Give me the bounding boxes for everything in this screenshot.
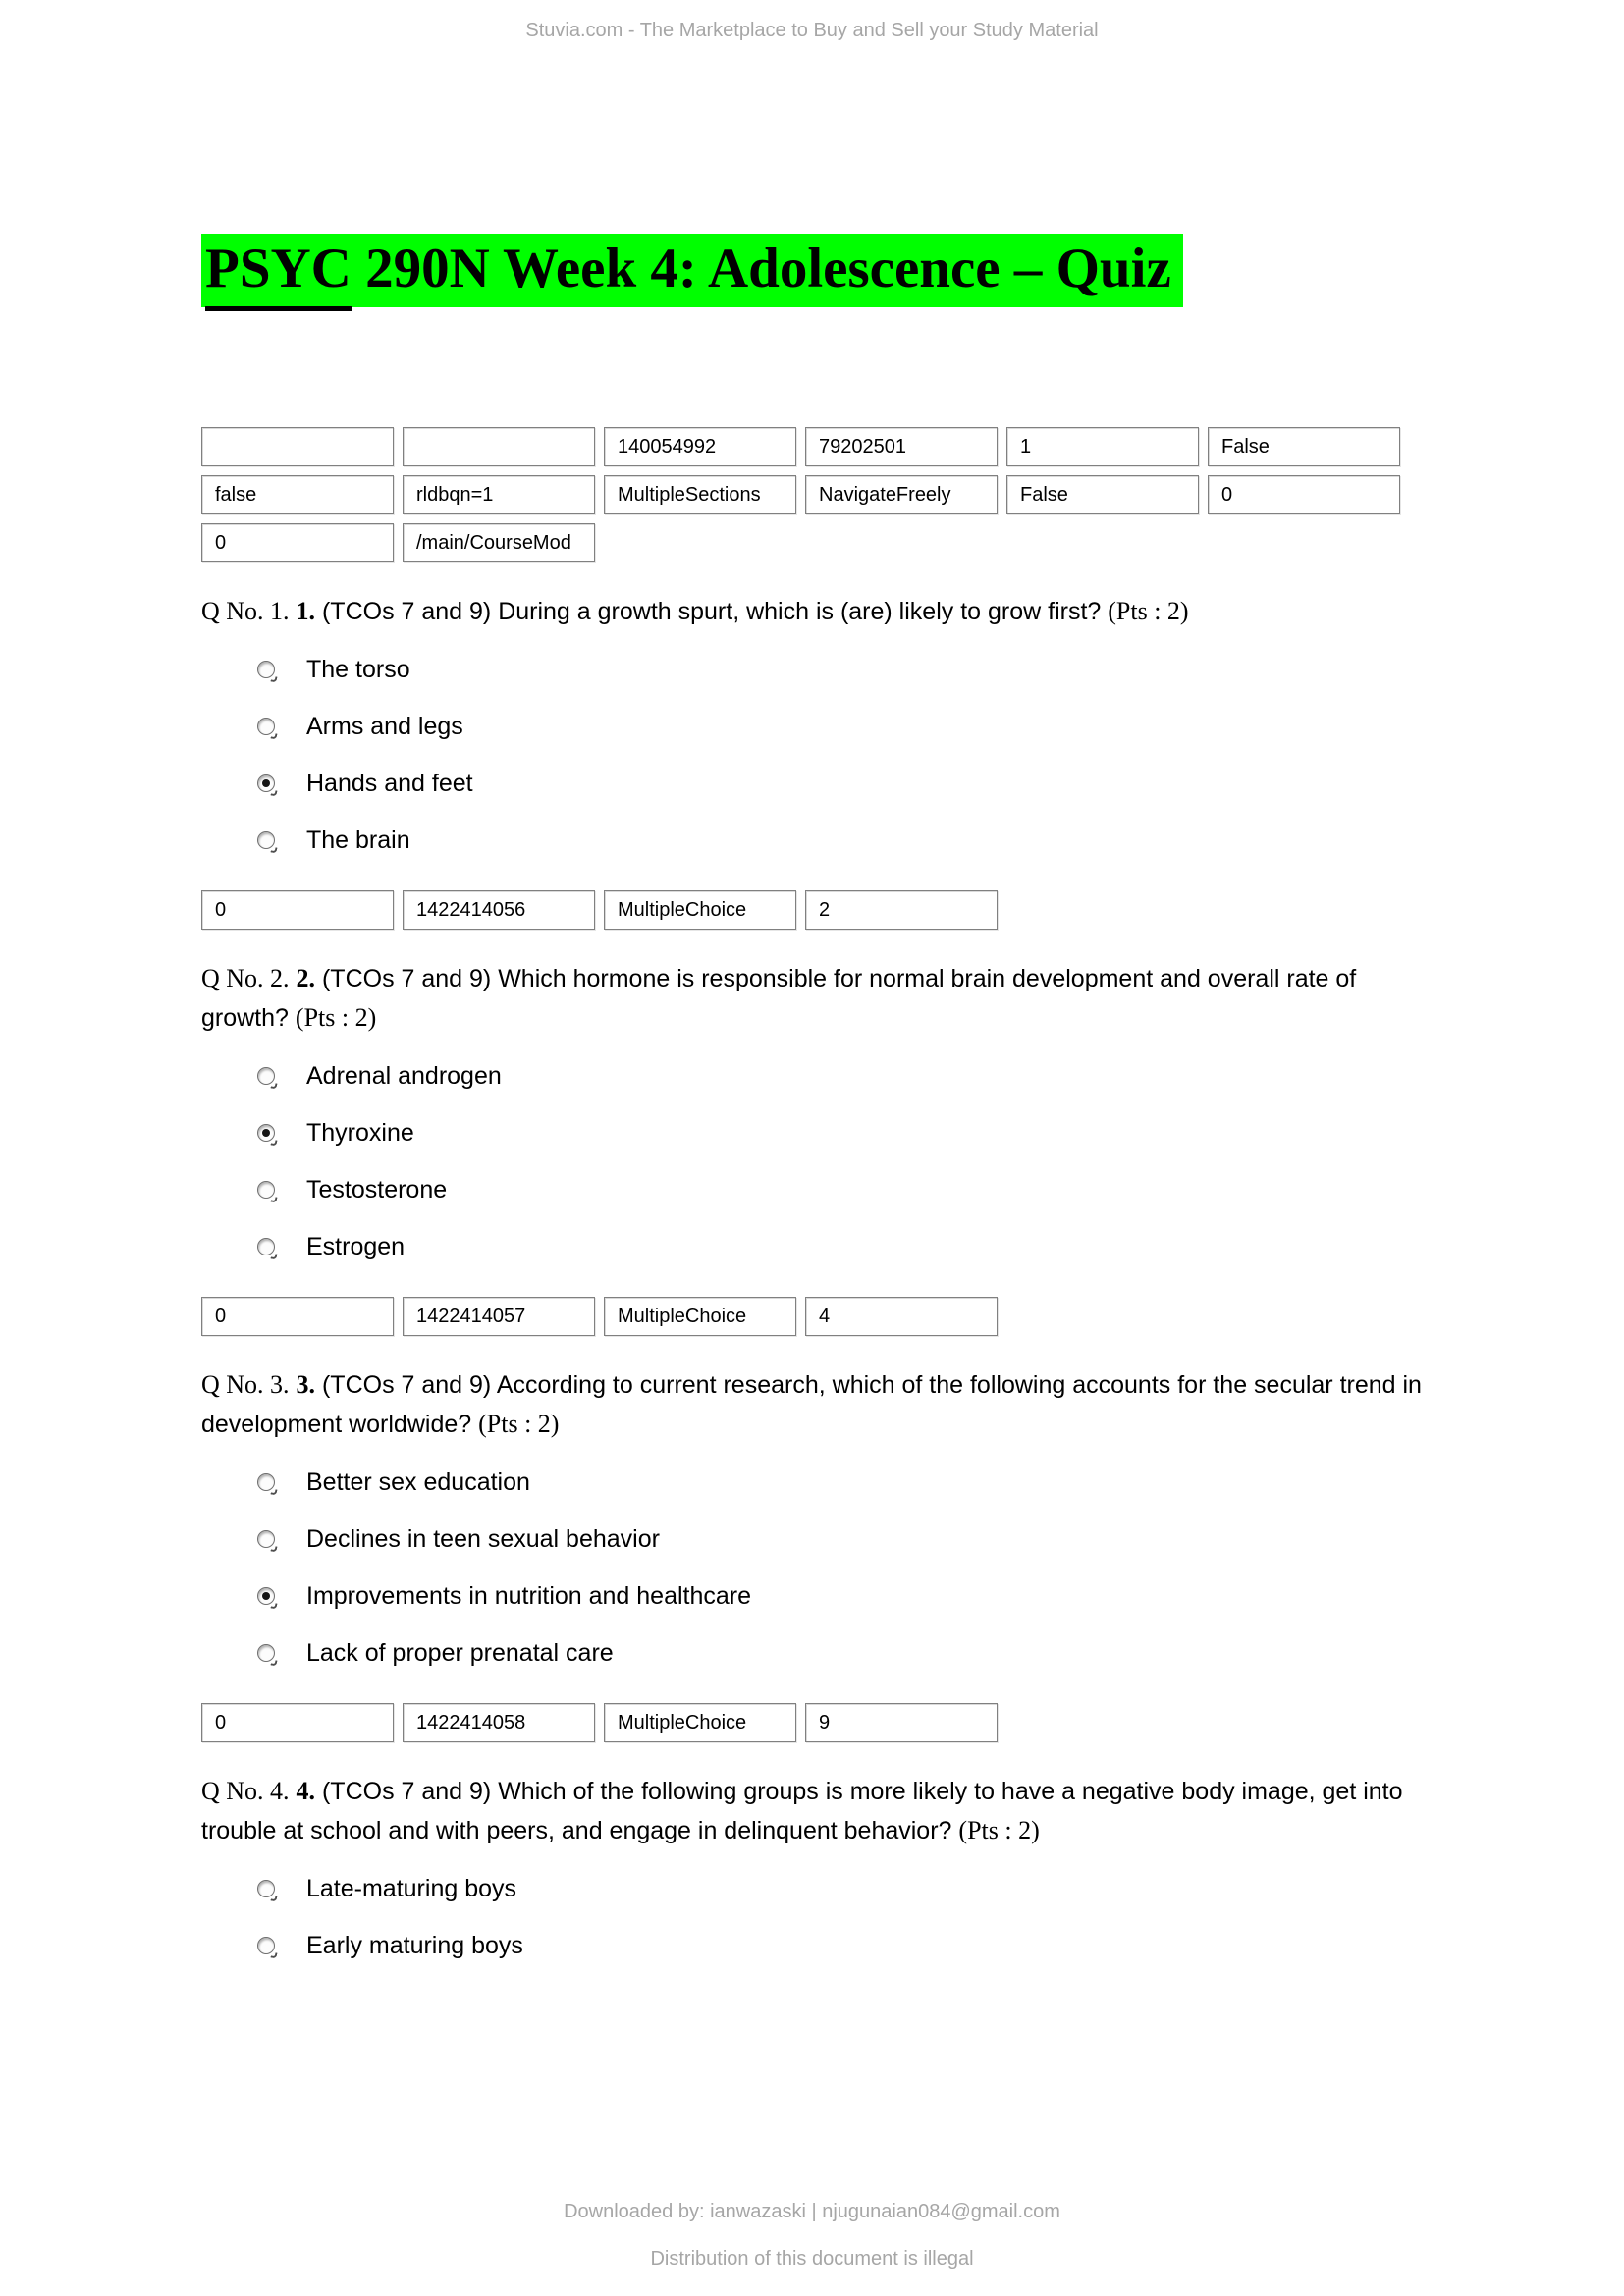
table-cell	[403, 427, 595, 466]
radio-button[interactable]	[257, 774, 275, 792]
table-cell: rldbqn=1	[403, 475, 595, 514]
table-cell: 0	[201, 523, 394, 562]
answer-option-label: Declines in teen sexual behavior	[306, 1524, 660, 1553]
page-title-highlight	[201, 234, 1183, 307]
table-cell: 79202501	[805, 427, 998, 466]
answer-option[interactable]	[201, 1161, 1429, 1218]
question-label: Q No. 4.	[201, 1777, 290, 1805]
radio-button[interactable]	[257, 831, 275, 849]
radio-button[interactable]	[257, 1937, 275, 1954]
document-content	[201, 0, 1429, 1974]
radio-button[interactable]	[257, 1067, 275, 1085]
page-title-rest: 290N Week 4: Adolescence – Quiz	[351, 238, 1171, 299]
question-block-3	[201, 1365, 1429, 1682]
table-cell: False	[1208, 427, 1400, 466]
answer-option[interactable]	[201, 755, 1429, 812]
answer-option[interactable]	[201, 1625, 1429, 1682]
question-label: Q No. 2.	[201, 964, 290, 992]
table-cell: 4	[805, 1297, 998, 1336]
radio-button[interactable]	[257, 1238, 275, 1255]
question-text	[201, 1365, 1429, 1444]
answer-option[interactable]	[201, 1218, 1429, 1275]
table-cell: NavigateFreely	[805, 475, 998, 514]
question-body: (TCOs 7 and 9) Which hormone is responsible for normal brain development and overall rate of growth?	[201, 965, 1357, 1032]
table-cell: 1422414057	[403, 1297, 595, 1336]
answer-option-label: Hands and feet	[306, 769, 473, 797]
options-list	[201, 1454, 1429, 1682]
footer-illegal-warning: Distribution of this document is illegal	[650, 2248, 974, 2269]
table-cell: 9	[805, 1703, 998, 1742]
table-cell: 0	[201, 1703, 394, 1742]
table-cell: MultipleSections	[604, 475, 796, 514]
question-label: Q No. 1.	[201, 597, 290, 625]
radio-button[interactable]	[257, 1181, 275, 1199]
answer-option-label: Estrogen	[306, 1232, 406, 1260]
answer-option[interactable]	[201, 1511, 1429, 1568]
question-points: (Pts : 2)	[1108, 597, 1189, 625]
table-cell: 1422414058	[403, 1703, 595, 1742]
table-cell	[201, 427, 394, 466]
table-row	[201, 523, 1429, 562]
table-cell: 2	[805, 890, 998, 930]
table-cell: 1	[1006, 427, 1199, 466]
question-number: 2.	[296, 964, 316, 992]
answer-option-label: Better sex education	[306, 1468, 530, 1496]
question-points: (Pts : 2)	[478, 1410, 560, 1438]
answer-option-label: Thyroxine	[306, 1118, 414, 1147]
question-number: 4.	[296, 1777, 316, 1805]
question-block-2	[201, 959, 1429, 1275]
question-number: 3.	[296, 1370, 316, 1399]
question-meta-table	[201, 1703, 1429, 1742]
table-cell: MultipleChoice	[604, 1703, 796, 1742]
answer-option-label: Late-maturing boys	[306, 1874, 517, 1902]
question-number: 1.	[296, 597, 316, 625]
radio-button[interactable]	[257, 1587, 275, 1605]
table-cell: 140054992	[604, 427, 796, 466]
table-cell: 0	[1208, 475, 1400, 514]
answer-option[interactable]	[201, 1917, 1429, 1974]
radio-dot	[262, 779, 270, 787]
table-cell: 0	[201, 1297, 394, 1336]
question-block-4	[201, 1772, 1429, 1974]
footer-downloaded-by: Downloaded by: ianwazaski | njugunaian084@gmail.com	[564, 2201, 1060, 2222]
answer-option-label: Arms and legs	[306, 712, 463, 740]
question-block-1	[201, 592, 1429, 869]
question-body: (TCOs 7 and 9) During a growth spurt, which is (are) likely to grow first?	[321, 598, 1102, 625]
answer-option-label: The brain	[306, 826, 410, 854]
radio-button[interactable]	[257, 1644, 275, 1662]
radio-button[interactable]	[257, 1473, 275, 1491]
radio-button[interactable]	[257, 1880, 275, 1897]
answer-option[interactable]	[201, 1568, 1429, 1625]
answer-option[interactable]	[201, 1860, 1429, 1917]
question-meta-table	[201, 1297, 1429, 1336]
table-row	[201, 475, 1429, 514]
options-list	[201, 1860, 1429, 1974]
question-text	[201, 959, 1429, 1038]
answer-option-label: Adrenal androgen	[306, 1061, 502, 1090]
radio-button[interactable]	[257, 661, 275, 678]
answer-option-label: Early maturing boys	[306, 1931, 523, 1959]
answer-option[interactable]	[201, 1104, 1429, 1161]
question-text	[201, 592, 1429, 631]
table-cell: /main/CourseMod	[403, 523, 595, 562]
stuvia-watermark-header: Stuvia.com - The Marketplace to Buy and Sell your Study Material	[525, 20, 1099, 41]
table-cell: MultipleChoice	[604, 1297, 796, 1336]
answer-option[interactable]	[201, 1047, 1429, 1104]
question-points: (Pts : 2)	[295, 1003, 377, 1032]
answer-option-label: Improvements in nutrition and healthcare	[306, 1581, 752, 1610]
quiz-metadata-table	[201, 427, 1429, 562]
page-title-word-underlined: PSYC	[205, 238, 352, 311]
radio-button[interactable]	[257, 1124, 275, 1142]
table-cell: MultipleChoice	[604, 890, 796, 930]
question-points: (Pts : 2)	[958, 1816, 1040, 1844]
answer-option[interactable]	[201, 641, 1429, 698]
radio-button[interactable]	[257, 718, 275, 735]
answer-option-label: The torso	[306, 655, 410, 683]
question-meta-table	[201, 890, 1429, 930]
table-cell: 0	[201, 890, 394, 930]
question-label: Q No. 3.	[201, 1370, 290, 1399]
page-title	[201, 234, 1429, 307]
radio-dot	[262, 1129, 270, 1137]
answer-option[interactable]	[201, 698, 1429, 755]
answer-option-label: Lack of proper prenatal care	[306, 1638, 614, 1667]
answer-option-label: Testosterone	[306, 1175, 448, 1203]
answer-option[interactable]	[201, 812, 1429, 869]
question-body: (TCOs 7 and 9) Which of the following groups is more likely to have a negative body image, get into trouble at school and with peers, and engage in delinquent behavior?	[201, 1778, 1403, 1844]
options-list	[201, 1047, 1429, 1275]
options-list	[201, 641, 1429, 869]
question-text	[201, 1772, 1429, 1850]
question-body: (TCOs 7 and 9) According to current research, which of the following accounts for the secular trend in development worldwide?	[201, 1371, 1422, 1438]
radio-dot	[262, 1592, 270, 1600]
answer-option[interactable]	[201, 1454, 1429, 1511]
table-cell: False	[1006, 475, 1199, 514]
table-cell: 1422414056	[403, 890, 595, 930]
table-cell: false	[201, 475, 394, 514]
radio-button[interactable]	[257, 1530, 275, 1548]
table-row	[201, 427, 1429, 466]
